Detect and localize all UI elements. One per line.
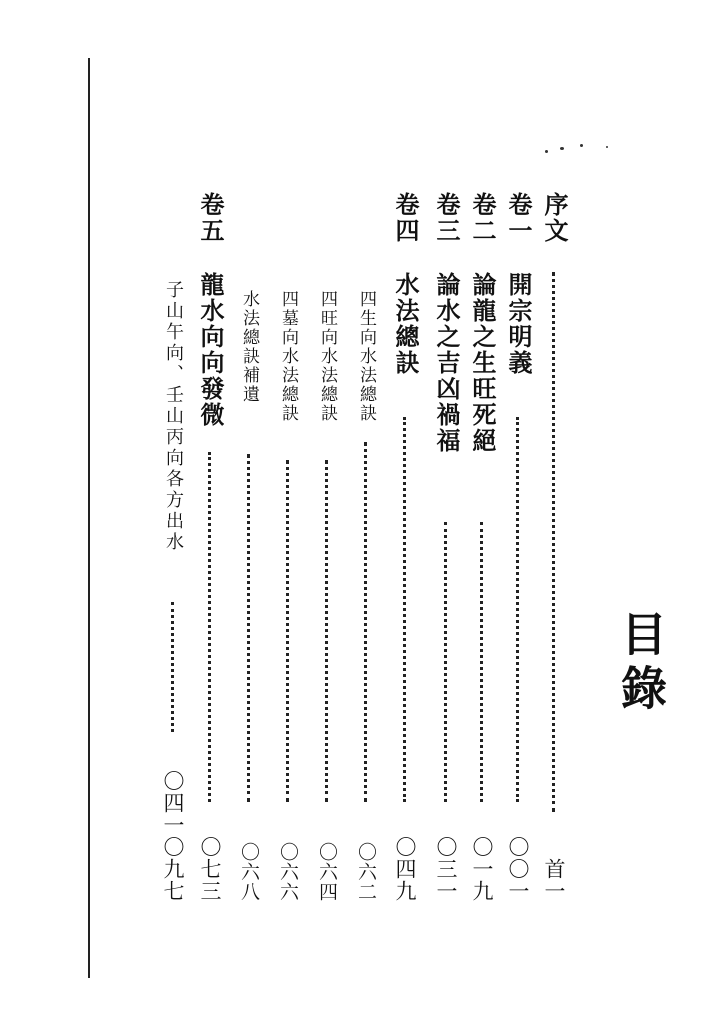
toc-entry-vol5 [193, 192, 227, 902]
ink-speck [606, 146, 608, 148]
entry-title: 論龍之生旺死絕 [468, 272, 497, 454]
leader-dots [325, 460, 328, 802]
page-number: 〇六六 [277, 842, 299, 902]
toc-title: 目錄 [614, 610, 668, 718]
ink-speck [580, 144, 583, 147]
entry-title: 子山午向、壬山丙向各方出水 [163, 280, 184, 553]
page-number: 〇六二 [355, 842, 377, 902]
leader-dots [516, 417, 519, 802]
volume-label: 卷一 [504, 192, 533, 244]
entry-title: 四墓向水法總訣 [278, 290, 298, 423]
leader-dots [171, 602, 174, 732]
volume-label: 卷五 [196, 192, 225, 244]
leader-dots [480, 522, 483, 802]
volume-label: 卷三 [432, 192, 461, 244]
volume-label: 卷二 [468, 192, 497, 244]
leader-dots [552, 272, 555, 812]
toc-entry-vol4 [388, 192, 422, 902]
page-number: 〇三一 [434, 836, 458, 902]
entry-title: 水法總訣 [391, 272, 420, 376]
toc-entry-zishan [156, 192, 190, 902]
entry-title: 龍水向向發微 [196, 272, 225, 428]
leader-dots [364, 442, 367, 802]
page-number: 〇〇一 [506, 836, 530, 902]
page-number: 〇七三 [198, 836, 222, 902]
entry-title: 四旺向水法總訣 [317, 290, 337, 423]
entry-title: 序文 [540, 192, 569, 244]
page-number: 首一 [542, 858, 566, 902]
leader-dots [247, 454, 250, 802]
toc-entry-vol1 [501, 192, 535, 902]
page-number: 〇四九 [393, 836, 417, 902]
toc-entry-vol3 [429, 192, 463, 902]
entry-title: 論水之吉凶禍福 [432, 272, 461, 454]
volume-label: 卷四 [391, 192, 420, 244]
ink-speck [560, 147, 564, 150]
binding-line [88, 58, 90, 978]
entry-title: 水法總訣補遺 [239, 290, 259, 404]
page-number: 〇四一〇九七 [161, 770, 185, 902]
toc-entry-four-mu [271, 192, 305, 902]
leader-dots [403, 417, 406, 802]
page-number: 〇一九 [470, 836, 494, 902]
entry-title: 四生向水法總訣 [356, 290, 376, 423]
toc-entry-four-wang [310, 192, 344, 902]
page-number: 〇六四 [316, 842, 338, 902]
page-number: 〇六八 [238, 842, 260, 902]
toc-entry-preface [537, 192, 571, 902]
entry-title: 開宗明義 [504, 272, 533, 376]
toc-entry-four-sheng [349, 192, 383, 902]
toc-entry-supplement [232, 192, 266, 902]
toc-entry-vol2 [465, 192, 499, 902]
leader-dots [286, 460, 289, 802]
leader-dots [208, 452, 211, 802]
ink-speck [545, 150, 548, 153]
leader-dots [444, 522, 447, 802]
